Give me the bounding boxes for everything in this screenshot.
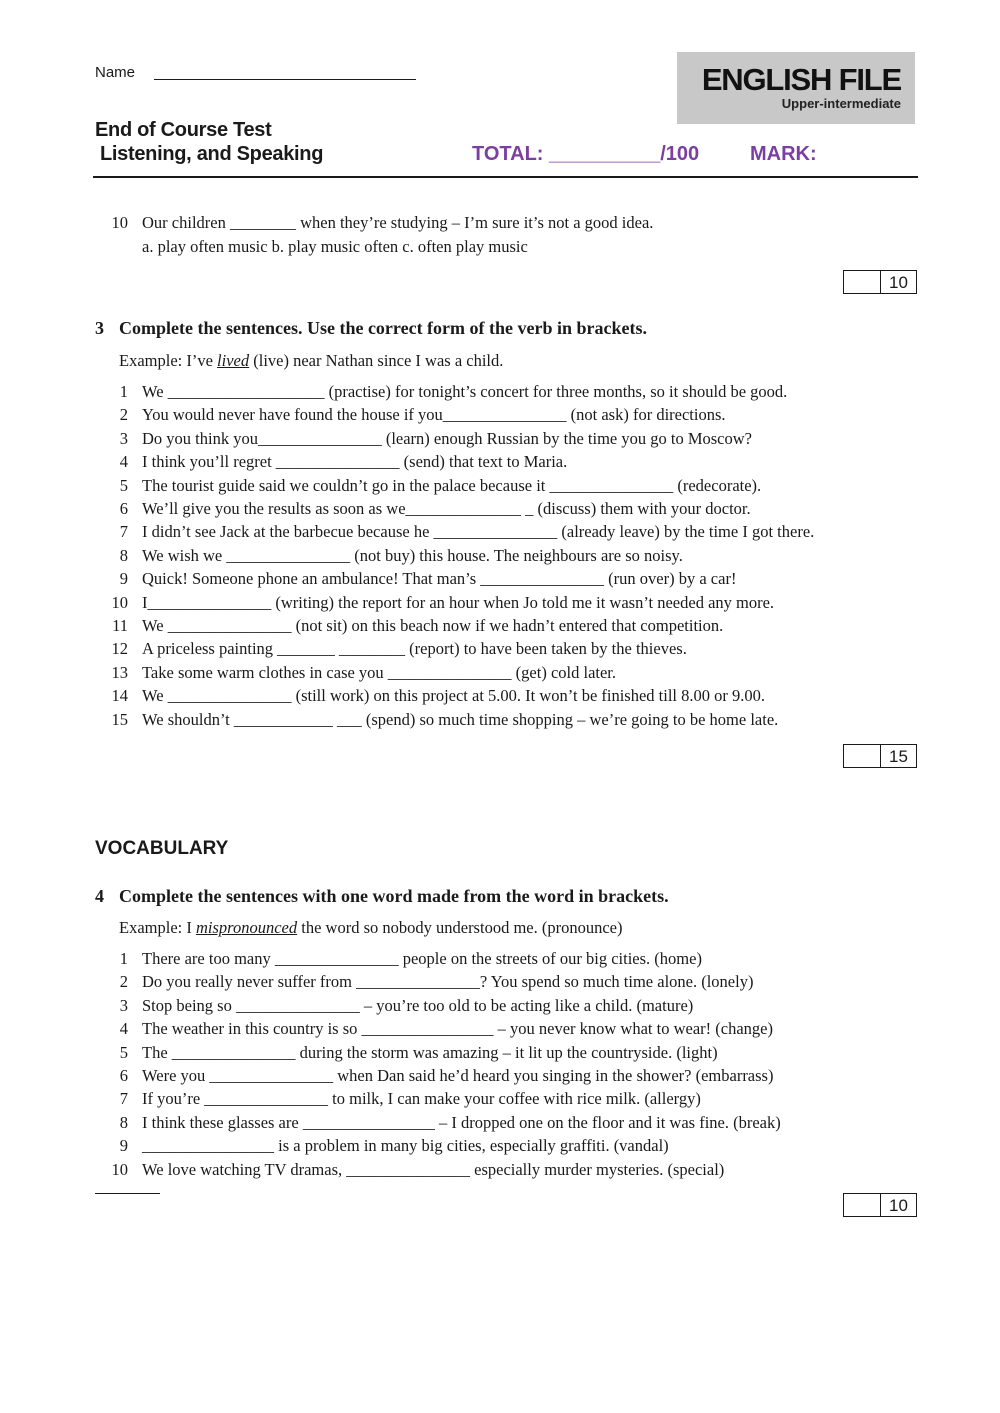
question-text[interactable]: Were you _______________ when Dan said he’d heard you singing in the shower? (embarrass) [142, 1066, 774, 1085]
question-text[interactable]: The weather in this country is so ________________ – you never know what to wear! (change) [142, 1019, 773, 1039]
question-text[interactable]: We’ll give you the results as soon as we______________ _ (discuss) them with your doctor. [142, 499, 751, 518]
question-text[interactable]: We wish we _______________ (not buy) this house. The neighbours are so noisy. [142, 545, 683, 565]
score-input[interactable] [844, 745, 881, 767]
header-divider [93, 176, 918, 178]
question-text[interactable]: Do you think you_______________ (learn) enough Russian by the time you go to Moscow? [142, 428, 752, 448]
question-number: 9 [119, 1136, 128, 1156]
question-number: 14 [111, 686, 128, 706]
question-text[interactable]: The _______________ during the storm was amazing – it lit up the countryside. (light) [142, 1042, 718, 1062]
question-number: 2 [119, 405, 128, 425]
score-box [843, 1193, 917, 1217]
question-text[interactable]: There are too many _______________ people on the streets of our big cities. (home) [142, 949, 702, 968]
answer-options[interactable]: a. play often music b. play music often c. often play music [142, 237, 528, 256]
total-score-field[interactable]: TOTAL: __________/100 [472, 143, 700, 165]
score-max: 15 [889, 747, 908, 766]
test-title: End of Course Test [95, 119, 272, 141]
section-instruction: Complete the sentences with one word made from the word in brackets. [119, 886, 669, 906]
question-text[interactable]: We shouldn’t ____________ ___ (spend) so much time shopping – we’re going to be home late. [142, 709, 779, 729]
english-file-logo [677, 52, 915, 124]
question-number: 4 [119, 452, 128, 472]
question-number: 3 [119, 428, 128, 448]
question-text[interactable]: Our children ________ when they’re studying – I’m sure it’s not a good idea. [142, 213, 654, 232]
question-number: 7 [119, 522, 128, 542]
question-text[interactable]: I think these glasses are ________________ – I dropped one on the floor and it was fine. (break) [142, 1112, 781, 1132]
question-text[interactable]: Do you really never suffer from _______________? You spend so much time alone. (lonely) [142, 972, 754, 992]
question-text[interactable]: We _______________ (still work) on this project at 5.00. It won’t be finished till 8.00 or 9.00. [142, 686, 766, 706]
question-number: 1 [119, 382, 128, 401]
score-max: 10 [889, 273, 908, 292]
example-answer: lived [217, 351, 250, 370]
section-number: 4 [95, 886, 104, 906]
score-input[interactable] [844, 1194, 881, 1216]
question-text[interactable]: I_______________ (writing) the report for an hour when Jo told me it wasn’t needed any more. [142, 592, 775, 612]
question-text[interactable]: The tourist guide said we couldn’t go in the palace because it _______________ (redecorate). [142, 475, 762, 495]
question-number: 15 [111, 709, 128, 729]
question-text[interactable]: Quick! Someone phone an ambulance! That man’s _______________ (run over) by a car! [142, 569, 737, 589]
question-number: 10 [111, 1159, 128, 1179]
example-answer: mispronounced [195, 918, 298, 937]
question-number: 7 [119, 1089, 128, 1109]
question-number: 5 [119, 475, 128, 495]
logo-title: ENGLISH FILE [701, 62, 901, 97]
question-text[interactable]: Stop being so _______________ – you’re too old to be acting like a child. (mature) [142, 995, 694, 1015]
name-label: Name [95, 64, 136, 81]
question-number: 2 [119, 972, 128, 992]
section-4-example: Example: I mispronounced the word so nobody understood me. (pronounce) [119, 918, 623, 937]
question-text[interactable]: We love watching TV dramas, _______________ especially murder mysteries. (special) [142, 1159, 725, 1179]
question-number: 10 [111, 213, 128, 232]
question-text[interactable]: I think you’ll regret _______________ (send) that text to Maria. [142, 452, 568, 472]
question-number: 6 [119, 1066, 128, 1085]
score-box [843, 270, 917, 294]
question-number: 4 [119, 1019, 128, 1039]
question-number: 13 [111, 662, 128, 682]
question-text[interactable]: A priceless painting _______ ________ (report) to have been taken by the thieves. [142, 639, 687, 659]
logo-subtitle: Upper-intermediate [781, 96, 901, 111]
section-instruction: Complete the sentences. Use the correct form of the verb in brackets. [119, 318, 648, 338]
test-subtitle: Listening, and Speaking [100, 143, 324, 165]
question-text[interactable]: Take some warm clothes in case you _______________ (get) cold later. [142, 662, 617, 682]
question-number: 11 [112, 616, 128, 635]
score-box [843, 744, 917, 768]
vocabulary-heading: VOCABULARY [95, 838, 229, 859]
question-text[interactable]: ________________ is a problem in many big cities, especially graffiti. (vandal) [142, 1136, 669, 1156]
question-text[interactable]: You would never have found the house if you_______________ (not ask) for directions. [142, 405, 726, 425]
divider-line [95, 1193, 160, 1194]
mark-label: MARK: [750, 143, 817, 165]
question-text[interactable]: If you’re _______________ to milk, I can make your coffee with rice milk. (allergy) [142, 1089, 701, 1109]
name-field[interactable] [154, 79, 416, 80]
score-max: 10 [889, 1196, 908, 1215]
section-3-example: Example: I’ve lived (live) near Nathan since I was a child. [119, 351, 504, 370]
question-number: 1 [119, 949, 128, 968]
question-number: 12 [111, 639, 128, 659]
question-number: 8 [119, 1112, 128, 1132]
score-input[interactable] [844, 271, 881, 293]
question-number: 6 [119, 499, 128, 518]
question-number: 3 [119, 995, 128, 1015]
question-text[interactable]: I didn’t see Jack at the barbecue because he _______________ (already leave) by the time I got there. [142, 522, 815, 542]
question-number: 5 [119, 1042, 128, 1062]
section-number: 3 [95, 318, 104, 338]
question-number: 10 [111, 592, 128, 612]
question-text[interactable]: We _______________ (not sit) on this beach now if we hadn’t entered that competition. [142, 616, 724, 635]
question-number: 9 [119, 569, 128, 589]
question-number: 8 [119, 545, 128, 565]
question-text[interactable]: We ___________________ (practise) for tonight’s concert for three months, so it should be good. [142, 382, 788, 401]
